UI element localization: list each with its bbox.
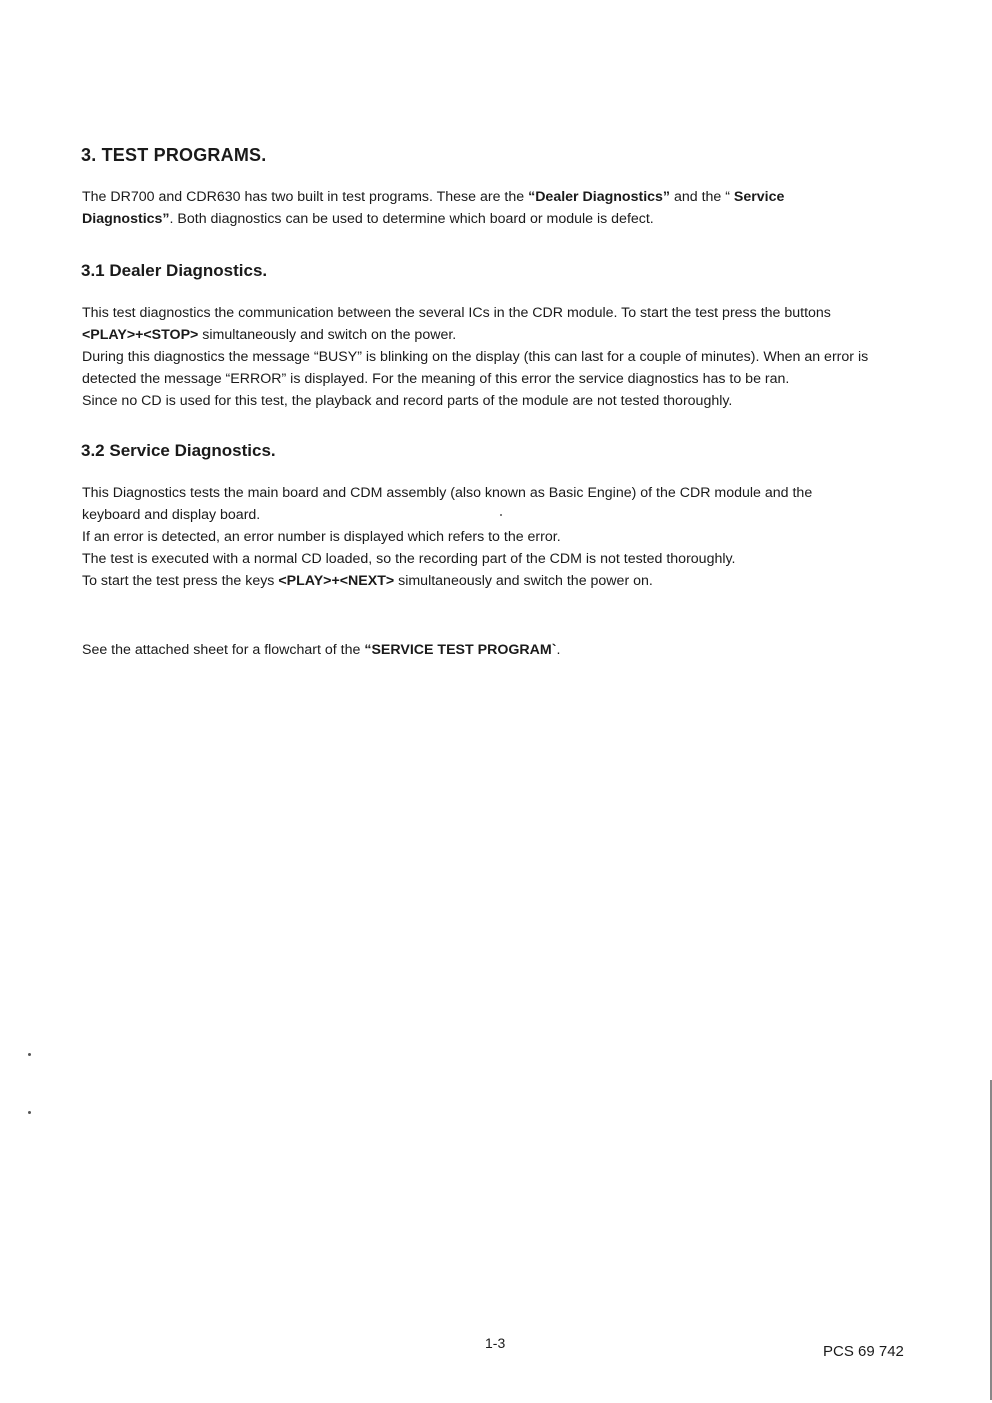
reference-text: See the attached sheet for a flowchart of the (82, 642, 365, 658)
service-test-program-term: “SERVICE TEST PROGRAM` (364, 642, 557, 658)
service-line: simultaneously and switch the power on. (394, 573, 653, 589)
play-stop-keys: <PLAY>+<STOP> (82, 327, 199, 343)
intro-text: . Both diagnostics can be used to determine which board or module is defect. (169, 211, 654, 227)
service-diagnostics-paragraph (82, 482, 912, 592)
scan-speck (28, 1111, 31, 1114)
play-next-keys: <PLAY>+<NEXT> (278, 573, 395, 589)
page-number: 1-3 (485, 1335, 506, 1351)
dealer-line: During this diagnostics the message “BUSY” is blinking on the display (this can last for a couple of minutes). When an error is (82, 349, 869, 365)
dealer-diagnostics-paragraph (82, 302, 912, 412)
dealer-line: Since no CD is used for this test, the playback and record parts of the module are not tested thoroughly. (82, 393, 733, 409)
service-line: keyboard and display board. (82, 507, 261, 523)
service-term: Service (733, 189, 785, 205)
service-line: This Diagnostics tests the main board and CDM assembly (also known as Basic Engine) of the CDR module and the (82, 485, 813, 501)
section-heading-test-programs: 3. TEST PROGRAMS. (81, 145, 267, 165)
intro-text: The DR700 and CDR630 has two built in test programs. These are the (82, 189, 529, 205)
service-line: The test is executed with a normal CD loaded, so the recording part of the CDM is not tested thoroughly. (82, 551, 736, 567)
diagnostics-term: Diagnostics” (82, 211, 170, 227)
flowchart-reference (82, 639, 912, 661)
dealer-line: simultaneously and switch on the power. (198, 327, 457, 343)
scan-speck (28, 1053, 31, 1056)
scan-speck (500, 514, 502, 516)
reference-text: . (556, 642, 561, 658)
intro-paragraph (82, 186, 912, 230)
section-heading-dealer-diagnostics: 3.1 Dealer Diagnostics. (81, 261, 268, 280)
dealer-line: detected the message “ERROR” is displayed. For the meaning of this error the service diagnostics has to be ran. (82, 371, 790, 387)
document-code: PCS 69 742 (823, 1343, 904, 1360)
intro-text: and the “ (670, 189, 734, 205)
service-line: If an error is detected, an error number is displayed which refers to the error. (82, 529, 561, 545)
dealer-diagnostics-term: “Dealer Diagnostics” (528, 189, 671, 205)
dealer-line: This test diagnostics the communication between the several ICs in the CDR module. To start the test press the buttons (82, 305, 831, 321)
service-line: To start the test press the keys (82, 573, 279, 589)
section-heading-service-diagnostics: 3.2 Service Diagnostics. (81, 441, 276, 460)
